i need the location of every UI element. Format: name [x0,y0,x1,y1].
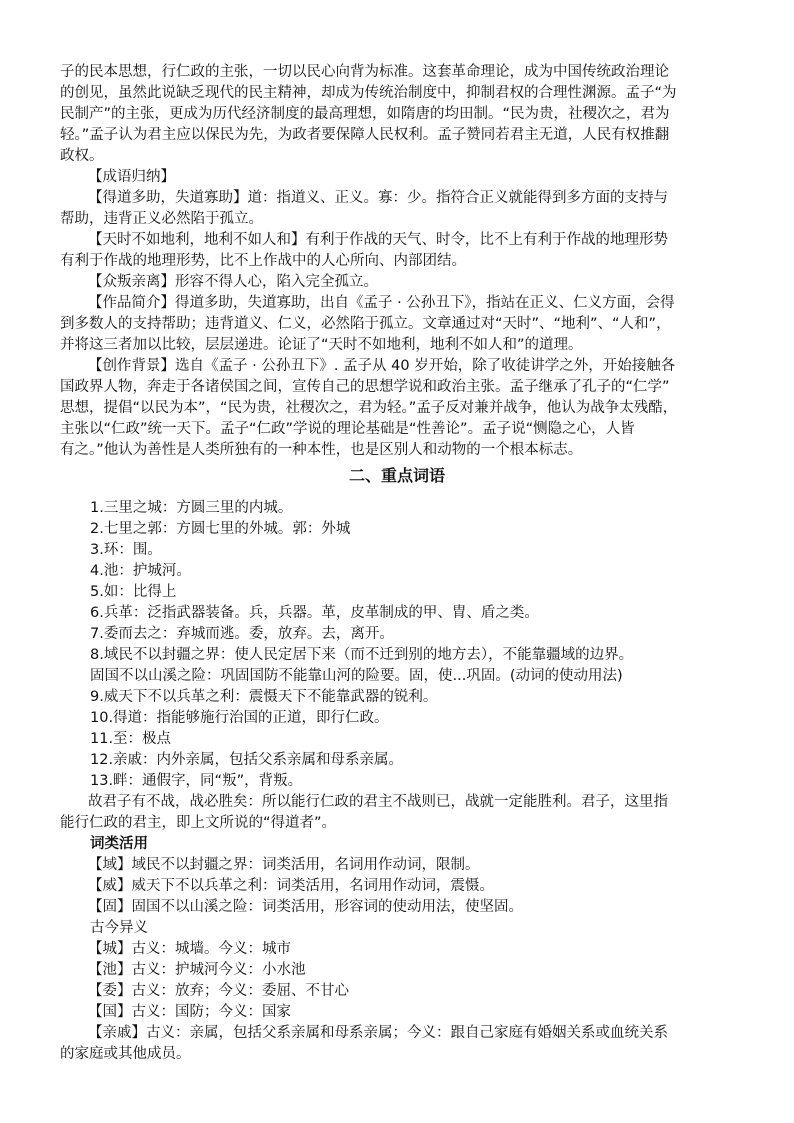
intro-line: 民制产”的主张，更成为历代经济制度的最高理想，如隋唐的均田制。“民为贵，社稷次之，君为 [60,106,670,122]
background-line: 有之。”他认为善性是人类所独有的一种本性，也是区别人和动物的一个根本标志。 [60,442,583,458]
vocab-item: 12.亲戚：内外亲属，包括父系亲属和母系亲属。 [90,752,404,768]
conclusion-line: 能行仁政的君主，即上文所说的“得道者”。 [60,815,337,831]
conclusion-line: 故君子有不战，战必胜矣：所以能行仁政的君主不战则已，战就一定能胜利。君子，这里指 [88,794,668,810]
ancient-modern-item: 【城】古义：城墙。今义：城市 [88,941,291,957]
vocab-item: 5.如：比得上 [90,584,177,600]
vocab-item: 1.三里之城：方圆三里的内城。 [90,500,293,516]
word-class-heading: 词类活用 [90,836,148,852]
intro-line: 的创见，虽然此说缺乏现代的民主精神，却成为传统治制度中，抑制君权的合理性渊源。孟子“为 [60,85,677,101]
vocab-item: 4.池：护城河。 [90,563,191,579]
vocab-item: 8.域民不以封疆之界：使人民定居下来（而不迁到别的地方去），不能靠疆域的边界。 [90,647,634,663]
ancient-modern-item: 【池】古义：护城河今义：小水池 [88,962,306,978]
vocab-item: 固国不以山溪之险：巩固国防不能靠山河的险要。固，使...巩固。(动词的使动用法) [90,668,623,684]
vocab-item: 10.得道：指能够施行治国的正道，即行仁政。 [90,710,389,726]
vocab-item: 6.兵革：泛指武器装备。兵，兵器。革，皮革制成的甲、胄、盾之类。 [90,605,539,621]
idiom-line: 帮助，违背正义必然陷于孤立。 [60,211,263,227]
vocab-item: 9.威天下不以兵革之利：震慑天下不能靠武器的锐利。 [90,689,438,705]
section-title: 二、重点词语 [348,466,445,485]
idiom-line: 【众叛亲离】形容不得人心，陷入完全孤立。 [88,274,378,290]
background-line: 国政界人物，奔走于各诸侯国之间，宣传自己的思想学说和政治主张。孟子继承了孔子的“仁学” [60,379,670,395]
word-class-item: 【威】威天下不以兵革之利：词类活用，名词用作动词，震慑。 [88,878,494,894]
idioms-heading: 【成语归纳】 [88,169,175,185]
works-intro-line: 【作品简介】得道多助，失道寡助，出自《孟子 · 公孙丑下》，指站在正义、仁义方面，会得 [88,295,675,311]
ancient-modern-item: 【国】古义：国防；今义：国家 [88,1004,291,1020]
ancient-modern-item: 的家庭或其他成员。 [60,1046,191,1062]
background-line: 【创作背景】选自《孟子 · 公孙丑下》. 孟子从 40 岁开始，除了收徒讲学之外，开始接触各 [88,358,676,374]
intro-line: 子的民本思想，行仁政的主张，一切以民心向背为标准。这套革命理论，成为中国传统政治理论 [60,64,669,80]
vocab-item: 2.七里之郭：方圆七里的外城。郭：外城 [90,521,351,537]
intro-line: 轻。”孟子认为君主应以保民为先，为政者要保障人民权利。孟子赞同若君主无道，人民有权推翻 [60,127,670,143]
ancient-modern-heading: 古今异义 [90,920,148,936]
idiom-line: 【天时不如地利，地利不如人和】有利于作战的天气、时令，比不上有利于作战的地理形势 [88,232,668,248]
vocab-item: 7.委而去之：弃城而逃。委，放弃。去，离开。 [90,626,394,642]
vocab-item: 11.至：极点 [90,731,172,747]
ancient-modern-item: 【委】古义：放弃；今义：委屈、不甘心 [88,983,349,999]
idiom-line: 有利于作战的地理形势，比不上作战中的人心所向、内部团结。 [60,253,466,269]
vocab-item: 3.环：围。 [90,542,162,558]
ancient-modern-item: 【亲戚】古义：亲属，包括父系亲属和母系亲属；今义：跟自己家庭有婚姻关系或血统关系 [88,1025,668,1041]
idiom-line: 【得道多助，失道寡助】道：指道义、正义。寡：少。指符合正义就能得到多方面的支持与 [88,190,668,206]
works-intro-line: 并将这三者加以比较，层层递进。论证了“天时不如地利，地利不如人和”的道理。 [60,337,583,353]
vocab-item: 13.畔：通假字，同“叛”，背叛。 [90,773,303,789]
background-line: 思想，提倡“以民为本”，“民为贵，社稷次之，君为轻。”孟子反对兼并战争，他认为战争太残酷， [60,400,678,416]
background-line: 主张以“仁政”统一天下。孟子“仁政”学说的理论基础是“性善论”。孟子说“恻隐之心，人皆 [60,421,635,437]
works-intro-line: 到多数人的支持帮助；违背道义、仁义，必然陷于孤立。文章通过对“天时”、“地利”、“人和”， [60,316,671,332]
intro-line: 政权。 [60,148,104,164]
word-class-item: 【固】固国不以山溪之险：词类活用，形容词的使动用法，使坚固。 [88,899,523,915]
word-class-item: 【域】域民不以封疆之界：词类活用，名词用作动词，限制。 [88,857,480,873]
